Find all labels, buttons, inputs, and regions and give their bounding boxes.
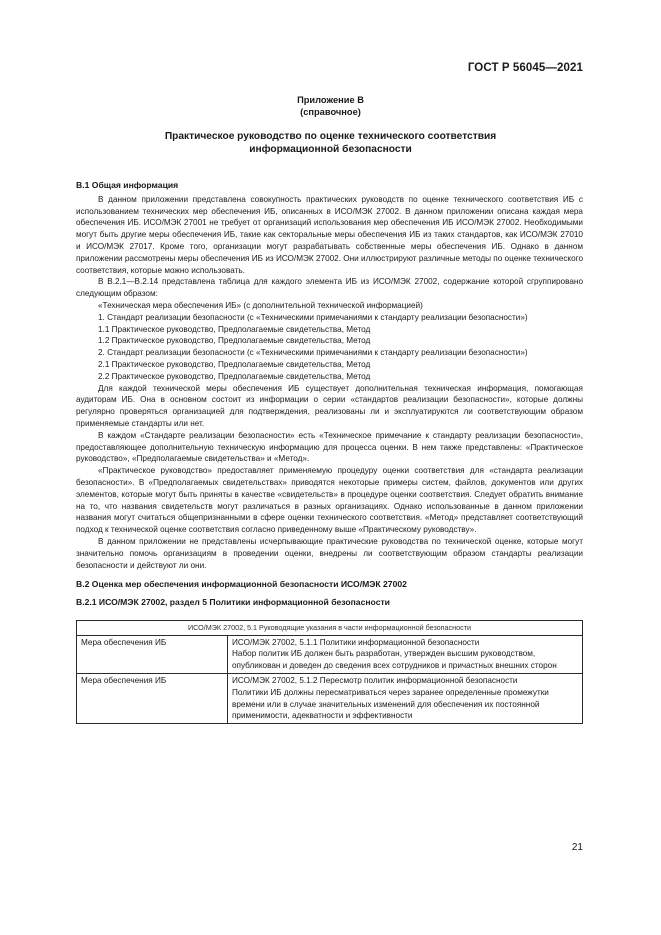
paragraph: В данном приложении представлена совокупность практических руководств по оценке технического соответствия ИБ с использованием технических мер обеспечения ИБ, описанных в ИСО/МЭК 27002. В данном приложении описана каждая мера обеспечения ИБ. ИСО/МЭК 27001 не требует от организаций использования мер обеспечения ИБ ИСО/МЭК 27002. Необходимыми могут быть другие меры обеспечения ИБ, такие как секторальные меры обеспечения ИБ из таких стандартов, как ИСО/МЭК 27010 и ИСО/МЭК 27017. Кроме того, организации могут разрабатывать собственные меры обеспечения ИБ. Однако в данном приложении рассмотрены меры обеспечения ИБ из ИСО/МЭК 27002. Они иллюстрируют различные методы по оценке технического соответствия, которые можно использовать. [76,194,583,275]
list-item: 2. Стандарт реализации безопасности (с «Техническими примечаниями к стандарту реализации безопасности») [98,348,528,358]
list-item: 1. Стандарт реализации безопасности (с «Техническими примечаниями к стандарту реализации безопасности») [98,312,528,322]
appendix-label: Приложение В [297,95,364,105]
list-item: 2.1 Практическое руководство, Предполагаемые свидетельства, Метод [98,359,371,369]
table-cell-label: Мера обеспечения ИБ [77,635,228,673]
control-text: Политики ИБ должны пересматриваться через заранее определенные промежутки времени или в случае значительных изменений для обеспечения их постоянной применимости, адекватности и эффективности [232,687,549,721]
list-item: 1.1 Практическое руководство, Предполагаемые свидетельства, Метод [98,324,371,334]
table-header-cell: ИСО/МЭК 27002, 5.1 Руководящие указания в части информационной безопасности [77,620,583,635]
section-b21-heading: В.2.1 ИСО/МЭК 27002, раздел 5 Политики информационной безопасности [76,597,390,608]
page-number: 21 [571,842,583,853]
table-row [77,674,583,724]
appendix-header [60,94,601,118]
control-table [76,620,583,724]
paragraph: «Техническая мера обеспечения ИБ» (с дополнительной технической информацией) [98,300,423,310]
control-reference: ИСО/МЭК 27002, 5.1.2 Пересмотр политик информационной безопасности [232,676,518,686]
table-header-row [77,620,583,635]
document-body [76,180,583,724]
table-cell-content [228,674,583,724]
paragraph: «Практическое руководство» предоставляет применяемую процедуру оценки соответствия для «стандарта реализации безопасности». В «Предполагаемых свидетельствах» приводятся некоторые примеры систем, файлов, документов или других элементов, которые могут быть приняты в качестве «свидетельств» в процедуре оценки соответствия. Следует обратить внимание на то, что названия свидетельств могут различаться в разных организациях. Однако использованные в данном приложении названия могут считаться общепризнанными в сфере оценки технического соответствия. «Метод» представляет соответствующий подход к технической оценке соответствия согласно приведенному выше «Практическому руководству». [76,466,583,535]
paragraph: Для каждой технической меры обеспечения ИБ существует дополнительная техническая информация, помогающая аудиторам ИБ. Она в основном состоит из информации о серии «стандартов реализации безопасности», которые должны регулярно проверяться организацией для подтверждения, реализованы ли и эксплуатируются ли соответствующим образом применяемые стандарты или нет. [76,383,583,428]
appendix-note: (справочное) [300,107,361,117]
annex-title [60,130,601,156]
section-b1-heading: В.1 Общая информация [76,180,179,190]
document-id: ГОСТ Р 56045—2021 [467,62,583,74]
paragraph: В данном приложении не представлены исчерпывающие практические руководства по технической оценке, которые могут значительно помочь организациям в проведении оценки, внедрены ли соответствующим образом стандарты реализации безопасности и действуют ли они. [76,536,583,570]
annex-title-line-2: информационной безопасности [249,144,412,155]
paragraph: В каждом «Стандарте реализации безопасности» есть «Техническое примечание к стандарту реализации безопасности», предоставляющее дополнительную техническую информацию для процесса оценки. В нем также представлены: «Практическое руководство», «Предполагаемые свидетельства» и «Метод». [76,430,583,464]
list-item: 1.2 Практическое руководство, Предполагаемые свидетельства, Метод [98,336,371,346]
control-text: Набор политик ИБ должен быть разработан, утвержден высшим руководством, опубликован и доведен до сведения всех сотрудников и причастных внешних сторон [232,649,557,671]
table-cell-content [228,635,583,673]
control-reference: ИСО/МЭК 27002, 5.1.1 Политики информационной безопасности [232,637,480,647]
paragraph: В В.2.1—В.2.14 представлена таблица для каждого элемента ИБ из ИСО/МЭК 27002, содержание которой сгруппировано следующим образом: [76,277,583,299]
annex-title-line-1: Практическое руководство по оценке технического соответствия [164,131,497,142]
table-cell-label: Мера обеспечения ИБ [77,674,228,724]
list-item: 2.2 Практическое руководство, Предполагаемые свидетельства, Метод [98,371,371,381]
section-b2-heading: В.2 Оценка мер обеспечения информационной безопасности ИСО/МЭК 27002 [76,579,407,590]
table-row [77,635,583,673]
